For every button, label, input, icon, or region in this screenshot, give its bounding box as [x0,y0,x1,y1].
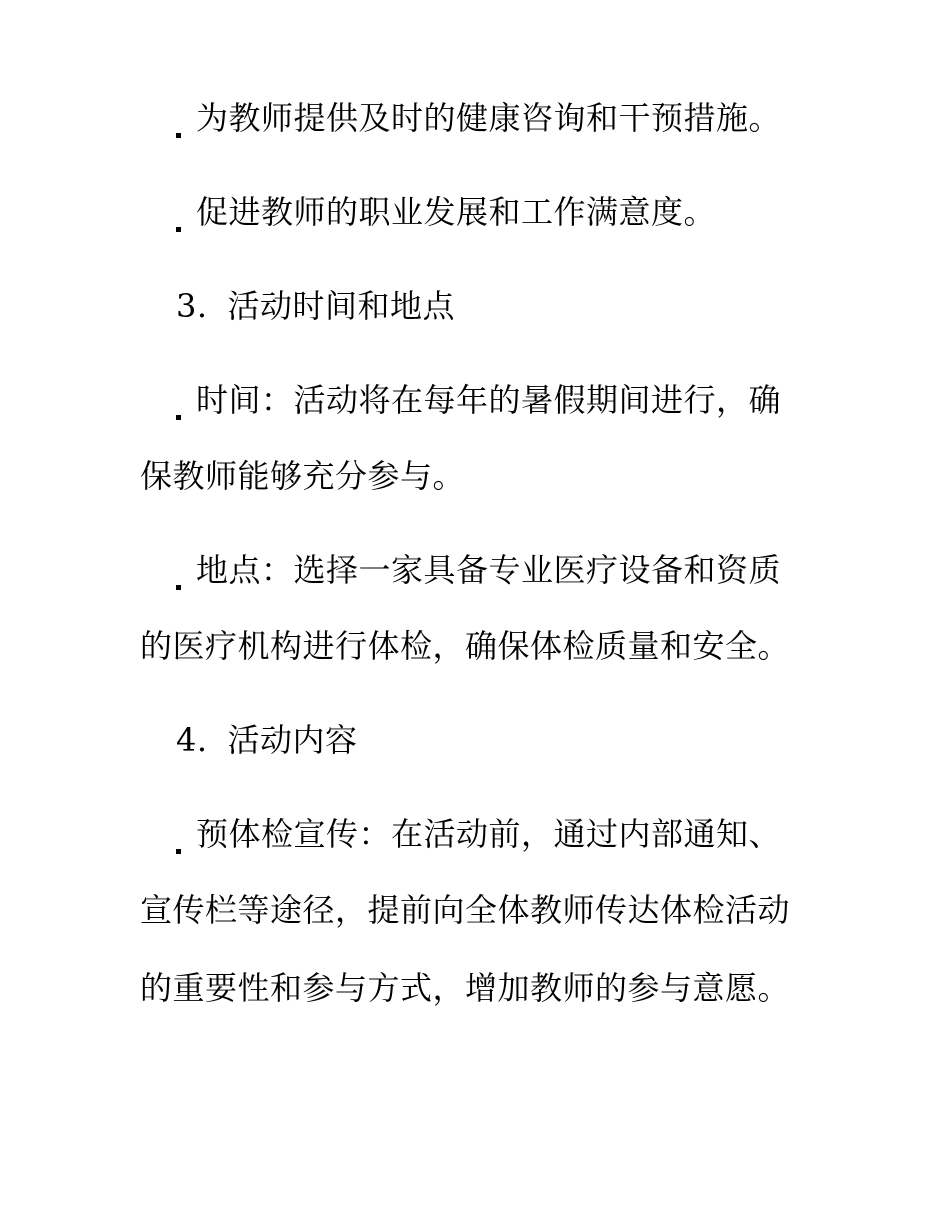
section-heading [176,720,846,760]
bullet-item-text: 为教师提供及时的健康咨询和干预措施。 [196,99,782,137]
section-number: 4. [176,721,208,759]
bullet-marker [176,412,184,420]
bullet-item-text-continued: 保教师能够充分参与。 [140,457,466,495]
bullet-item-text: 时间：活动将在每年的暑假期间进行，确 [196,381,782,419]
bullet-item-text-continued: 的重要性和参与方式，增加教师的参与意愿。 [140,969,791,1007]
section-title: 活动内容 [227,721,358,759]
bullet-marker [176,130,184,138]
bullet-item-text: 预体检宣传：在活动前，通过内部通知、 [196,815,782,853]
bullet-item-text-continued: 的医疗机构进行体检，确保体检质量和安全。 [140,627,791,665]
bullet-marker [176,582,184,590]
bullet-item-text-continued: 宣传栏等途径，提前向全体教师传达体检活动 [140,891,791,929]
section-number: 3. [176,287,208,325]
bullet-marker [176,846,184,854]
bullet-item-text: 地点：选择一家具备专业医疗设备和资质 [196,551,782,589]
bullet-item-text: 促进教师的职业发展和工作满意度。 [196,193,717,231]
section-title: 活动时间和地点 [227,287,456,325]
bullet-marker [176,224,184,232]
section-heading [176,286,846,326]
